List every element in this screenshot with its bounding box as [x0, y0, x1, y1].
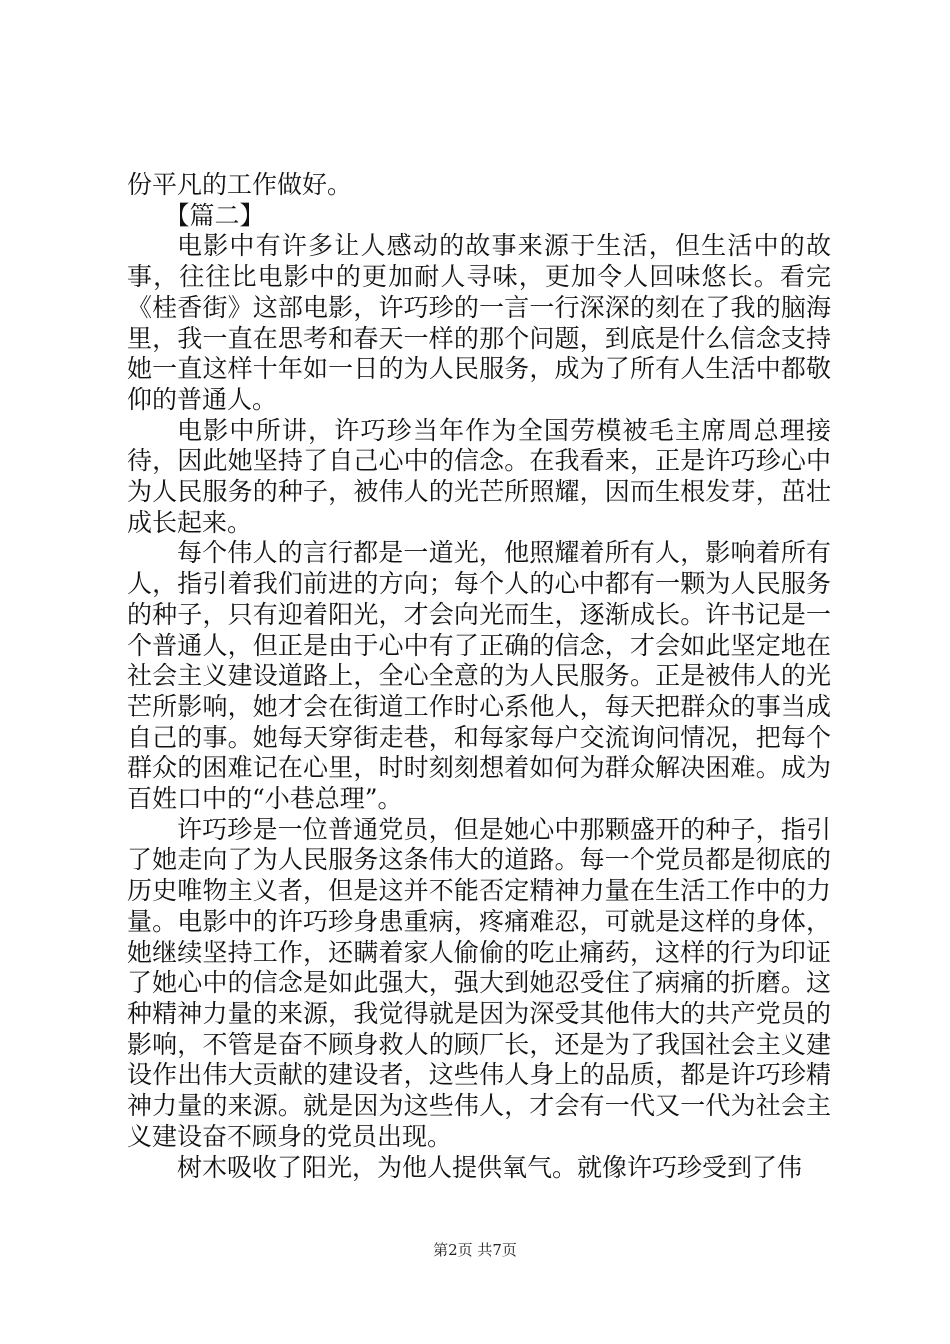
section-heading: 【篇二】	[164, 200, 265, 230]
body-paragraph: 电影中所讲，许巧珍当年作为全国劳模被毛主席周总理接待，因此她坚持了自己心中的信念。在我看来，正是许巧珍心中为人民服务的种子，被伟人的光芒所照耀，因而生根发芽，茁壮成长起来。	[127, 415, 831, 537]
document-body	[127, 170, 831, 1183]
body-paragraph: 每个伟人的言行都是一道光，他照耀着所有人，影响着所有人，指引着我们前进的方向；每个人的心中都有一颗为人民服务的种子，只有迎着阳光，才会向光而生，逐渐成长。许书记是一个普通人，但正是由于心中有了正确的信念，才会如此坚定地在社会主义建设道路上，全心全意的为人民服务。正是被伟人的光芒所影响，她才会在街道工作时心系他人，每天把群众的事当成自己的事。她每天穿街走巷，和每家每户交流询问情况，把每个群众的困难记在心里，时时刻刻想着如何为群众解决困难。成为百姓口中的“小巷总理”。	[127, 538, 831, 814]
page-number-footer: 第2页 共7页	[433, 1241, 517, 1259]
body-paragraph: 电影中有许多让人感动的故事来源于生活，但生活中的故事，往往比电影中的更加耐人寻味，更加令人回味悠长。看完《桂香街》这部电影，许巧珍的一言一行深深的刻在了我的脑海里，我一直在思考和春天一样的那个问题，到底是什么信念支持她一直这样十年如一日的为人民服务，成为了所有人生活中都敬仰的普通人。	[127, 231, 831, 414]
continuation-paragraph: 份平凡的工作做好。	[127, 170, 353, 199]
body-paragraph: 许巧珍是一位普通党员，但是她心中那颗盛开的种子，指引了她走向了为人民服务这条伟大的道路。每一个党员都是彻底的历史唯物主义者，但是这并不能否定精神力量在生活工作中的力量。电影中的许巧珍身患重病，疼痛难忍，可就是这样的身体，她继续坚持工作，还瞒着家人偷偷的吃止痛药，这样的行为印证了她心中的信念是如此强大，强大到她忍受住了病痛的折磨。这种精神力量的来源，我觉得就是因为深受其他伟大的共产党员的影响，不管是奋不顾身救人的顾厂长，还是为了我国社会主义建设作出伟大贡献的建设者，这些伟人身上的品质，都是许巧珍精神力量的来源。就是因为这些伟人，才会有一代又一代为社会主义建设奋不顾身的党员出现。	[127, 814, 831, 1151]
body-paragraph: 树木吸收了阳光，为他人提供氧气。就像许巧珍受到了伟	[177, 1152, 803, 1182]
